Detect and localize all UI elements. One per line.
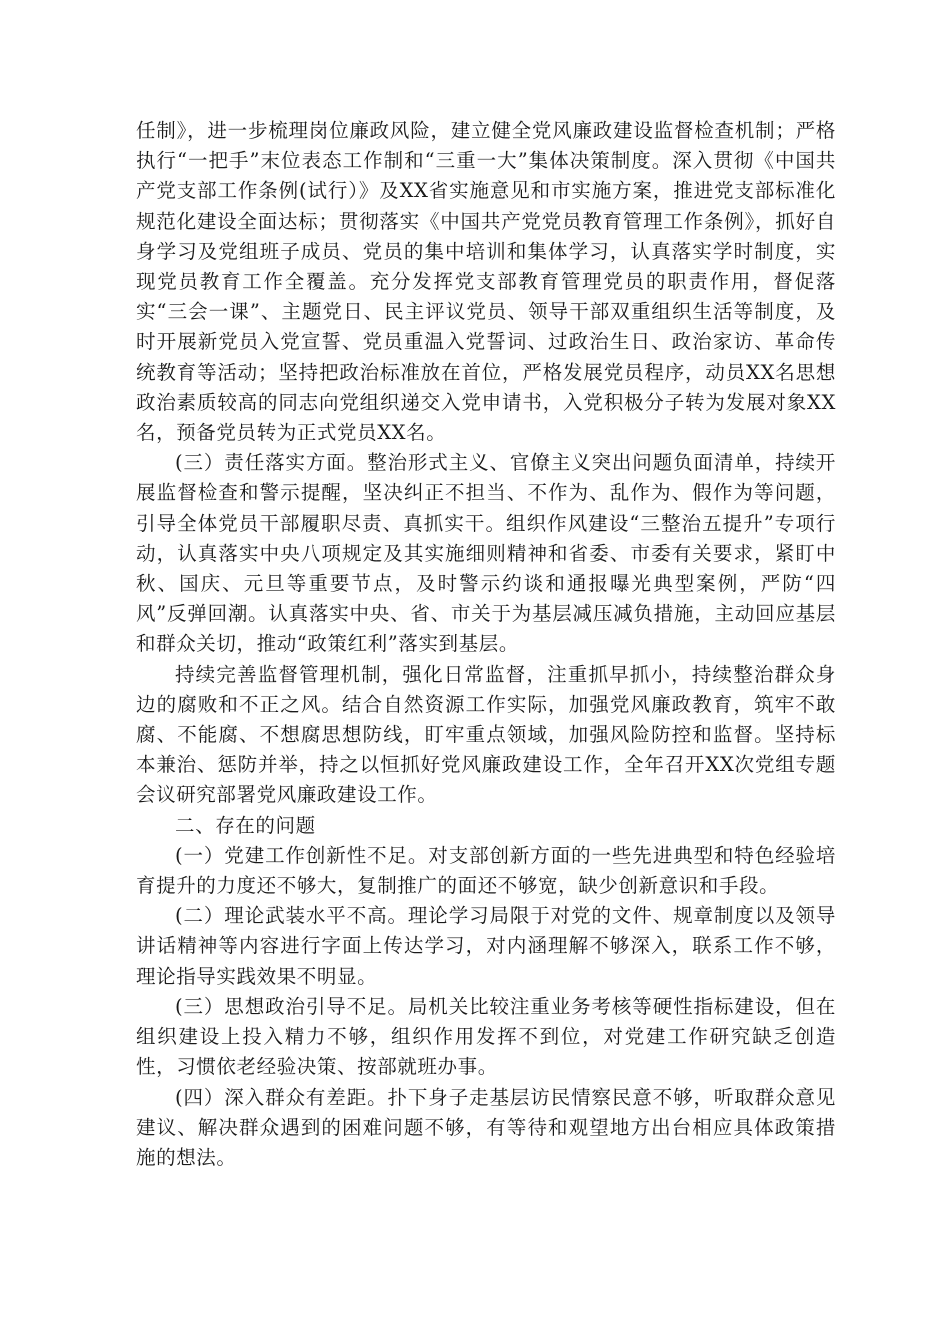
paragraph-supervision-mechanism: 持续完善监督管理机制，强化日常监督，注重抓早抓小，持续整治群众身边的腐败和不正之风。结合自然资源工作实际，加强党风廉政教育，筑牢不敢腐、不能腐、不想腐思想防线，盯牢重点领域，加强风险防控和监督。坚持标本兼治、惩防并举，持之以恒抓好党风廉政建设工作，全年召开XX次党组专题会议研究部署党风廉政建设工作。 [136,662,836,807]
paragraph-problem-ideology: (三）思想政治引导不足。局机关比较注重业务考核等硬性指标建设，但在组织建设上投入精力不够，组织作用发挥不到位，对党建工作研究缺乏创造性，习惯依老经验决策、按部就班办事。 [136,994,836,1079]
paragraph-problem-theory: (二）理论武装水平不高。理论学习局限于对党的文件、规章制度以及领导讲话精神等内容进行字面上传达学习，对内涵理解不够深入，联系工作不够，理论指导实践效果不明显。 [136,904,836,988]
document-page [136,116,836,1173]
paragraph-problem-masses: (四）深入群众有差距。扑下身子走基层访民情察民意不够，听取群众意见建议、解决群众遇到的困难问题不够，有等待和观望地方出台相应具体政策措施的想法。 [136,1085,836,1169]
paragraph-problem-innovation: (一）党建工作创新性不足。对支部创新方面的一些先进典型和特色经验培育提升的力度还不够大，复制推广的面还不够宽，缺少创新意识和手段。 [136,843,836,898]
paragraph-responsibility-implementation: (三）责任落实方面。整治形式主义、官僚主义突出问题负面清单，持续开展监督检查和警示提醒，坚决纠正不担当、不作为、乱作为、假作为等问题，引导全体党员干部履职尽责、真抓实干。组织作风建设“三整治五提升”专项行动，认真落实中央八项规定及其实施细则精神和省委、市委有关要求，紧盯中秋、国庆、元旦等重要节点，及时警示约谈和通报曝光典型案例，严防“四风”反弹回潮。认真落实中央、省、市关于为基层减压减负措施，主动回应基层和群众关切，推动“政策红利”落实到基层。 [136,451,836,656]
paragraph-party-building-continuation: 任制》，进一步梳理岗位廉政风险，建立健全党风廉政建设监督检查机制；严格执行“一把手”末位表态工作制和“三重一大”集体决策制度。深入贯彻《中国共产党支部工作条例(试行）》及XX省实施意见和市实施方案，推进党支部标准化规范化建设全面达标；贯彻落实《中国共产党党员教育管理工作条例》，抓好自身学习及党组班子成员、党员的集中培训和集体学习，认真落实学时制度，实现党员教育工作全覆盖。充分发挥党支部教育管理党员的职责作用，督促落实“三会一课”、主题党日、民主评议党员、领导干部双重组织生活等制度，及时开展新党员入党宣誓、党员重温入党誓词、过政治生日、政治家访、革命传统教育等活动；坚持把政治标准放在首位，严格发展党员程序，动员XX名思想政治素质较高的同志向党组织递交入党申请书，入党积极分子转为发展对象XX名，预备党员转为正式党员XX名。 [136,119,836,445]
section-heading-existing-problems: 二、存在的问题 [175,813,316,837]
